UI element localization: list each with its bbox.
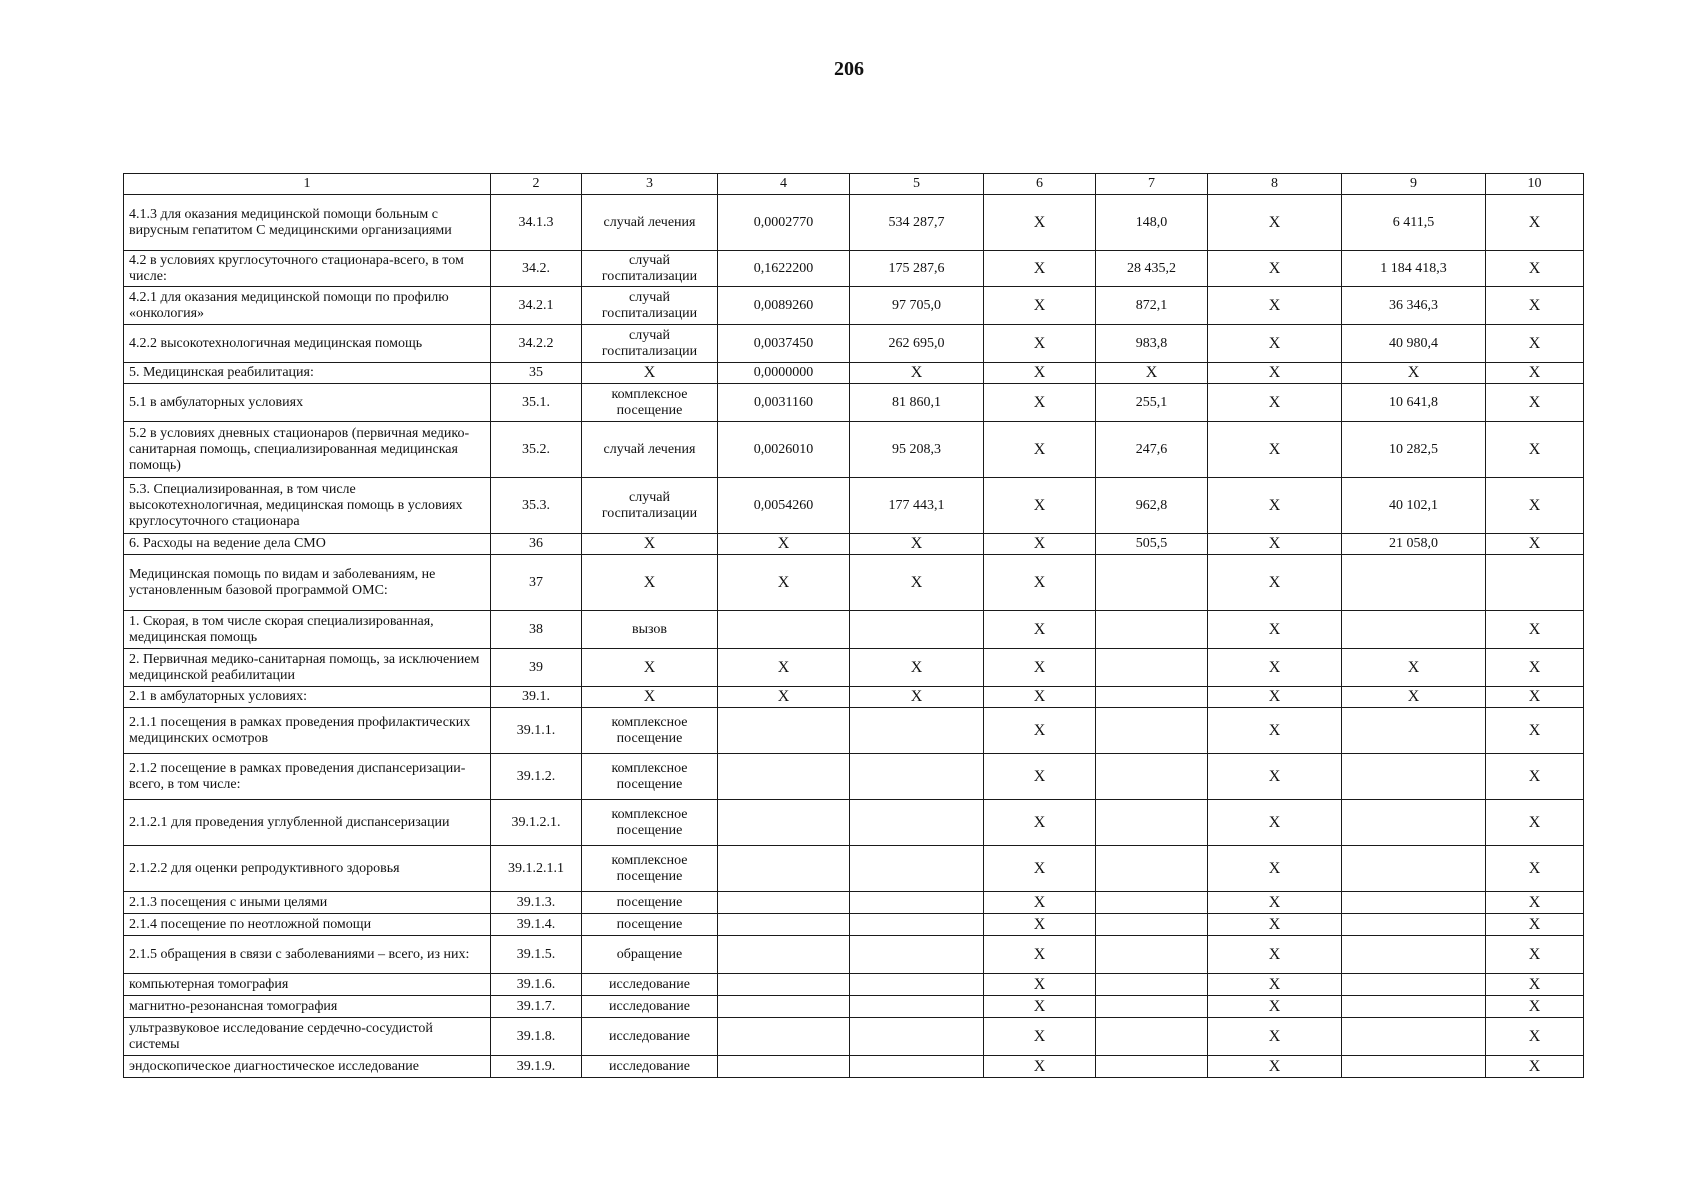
table-cell: X xyxy=(1208,422,1342,478)
table-cell xyxy=(1342,936,1486,974)
table-cell: случай госпитализации xyxy=(582,251,718,287)
table-cell: 39.1.2.1. xyxy=(491,800,582,846)
table-cell xyxy=(718,996,850,1018)
table-cell: 0,0054260 xyxy=(718,478,850,534)
table-cell xyxy=(850,611,984,649)
table-cell: 39.1.9. xyxy=(491,1056,582,1078)
table-cell: 34.2.2 xyxy=(491,325,582,363)
table-cell: X xyxy=(1208,974,1342,996)
table-cell: X xyxy=(1486,708,1584,754)
table-cell: X xyxy=(1208,287,1342,325)
table-cell: X xyxy=(984,363,1096,384)
table-cell: 505,5 xyxy=(1096,534,1208,555)
table-cell: X xyxy=(1486,478,1584,534)
table-cell xyxy=(1096,996,1208,1018)
table-cell: X xyxy=(1486,287,1584,325)
table-cell xyxy=(1342,892,1486,914)
table-cell xyxy=(718,708,850,754)
table-cell xyxy=(850,708,984,754)
table-cell xyxy=(718,846,850,892)
row-name-cell: 5.3. Специализированная, в том числе высокотехнологичная, медицинская помощь в условиях круглосуточного стационара xyxy=(124,478,491,534)
table-cell: 39.1.3. xyxy=(491,892,582,914)
table-cell: 10 641,8 xyxy=(1342,384,1486,422)
table-cell: X xyxy=(718,687,850,708)
table-cell: 39.1.7. xyxy=(491,996,582,1018)
table-cell: 35.2. xyxy=(491,422,582,478)
table-cell: вызов xyxy=(582,611,718,649)
table-cell xyxy=(1096,649,1208,687)
table-row xyxy=(124,384,1584,422)
table-cell: X xyxy=(582,649,718,687)
table-cell: X xyxy=(718,534,850,555)
table-cell: 6 411,5 xyxy=(1342,195,1486,251)
table-cell: комплексное посещение xyxy=(582,800,718,846)
table-cell xyxy=(850,892,984,914)
table-cell: 34.2. xyxy=(491,251,582,287)
table-cell xyxy=(1096,914,1208,936)
table-cell: X xyxy=(1208,996,1342,1018)
table-row xyxy=(124,478,1584,534)
column-header: 1 xyxy=(124,174,491,195)
row-name-cell: 1. Скорая, в том числе скорая специализированная, медицинская помощь xyxy=(124,611,491,649)
table-cell: X xyxy=(1342,687,1486,708)
table-cell: 39.1. xyxy=(491,687,582,708)
table-cell: X xyxy=(850,534,984,555)
table-cell: X xyxy=(984,974,1096,996)
table-cell: X xyxy=(1208,754,1342,800)
table-cell: X xyxy=(582,534,718,555)
table-cell: X xyxy=(1486,1018,1584,1056)
table-cell: X xyxy=(984,325,1096,363)
table-cell: 39.1.8. xyxy=(491,1018,582,1056)
column-header: 5 xyxy=(850,174,984,195)
table-cell xyxy=(718,936,850,974)
row-name-cell: 2.1.2 посещение в рамках проведения диспансеризации-всего, в том числе: xyxy=(124,754,491,800)
table-cell: X xyxy=(718,555,850,611)
table-cell: 38 xyxy=(491,611,582,649)
table-cell: X xyxy=(1208,936,1342,974)
table-cell: X xyxy=(1486,422,1584,478)
table-cell: 35.3. xyxy=(491,478,582,534)
table-cell: исследование xyxy=(582,974,718,996)
table-cell: исследование xyxy=(582,1056,718,1078)
table-cell: 39.1.5. xyxy=(491,936,582,974)
table-cell: 95 208,3 xyxy=(850,422,984,478)
table-cell: X xyxy=(984,611,1096,649)
row-name-cell: 2. Первичная медико-санитарная помощь, за исключением медицинской реабилитации xyxy=(124,649,491,687)
table-row xyxy=(124,846,1584,892)
table-body xyxy=(124,195,1584,1078)
table-cell xyxy=(850,974,984,996)
table-cell: X xyxy=(718,649,850,687)
table-row xyxy=(124,687,1584,708)
table-cell xyxy=(850,754,984,800)
column-header: 4 xyxy=(718,174,850,195)
table-row xyxy=(124,936,1584,974)
column-header: 9 xyxy=(1342,174,1486,195)
table-cell: 0,0000000 xyxy=(718,363,850,384)
table-row xyxy=(124,974,1584,996)
table-cell: комплексное посещение xyxy=(582,384,718,422)
row-name-cell: магнитно-резонансная томография xyxy=(124,996,491,1018)
table-cell: X xyxy=(1208,363,1342,384)
table-cell: 534 287,7 xyxy=(850,195,984,251)
row-name-cell: 2.1.2.2 для оценки репродуктивного здоровья xyxy=(124,846,491,892)
table-cell: 175 287,6 xyxy=(850,251,984,287)
table-cell: X xyxy=(984,422,1096,478)
table-cell xyxy=(1342,914,1486,936)
table-cell: 39.1.2.1.1 xyxy=(491,846,582,892)
table-cell: X xyxy=(984,687,1096,708)
table-cell: 1 184 418,3 xyxy=(1342,251,1486,287)
table-cell xyxy=(718,974,850,996)
table-cell: X xyxy=(582,555,718,611)
table-cell xyxy=(1096,974,1208,996)
table-cell: 97 705,0 xyxy=(850,287,984,325)
table-cell: 0,0002770 xyxy=(718,195,850,251)
table-row xyxy=(124,914,1584,936)
table-cell: X xyxy=(1342,363,1486,384)
table-cell xyxy=(1096,846,1208,892)
table-cell: исследование xyxy=(582,1018,718,1056)
table-row xyxy=(124,649,1584,687)
table-cell: X xyxy=(984,649,1096,687)
table-cell: 177 443,1 xyxy=(850,478,984,534)
table-cell: X xyxy=(1208,649,1342,687)
table-cell: X xyxy=(1486,754,1584,800)
table-cell: 37 xyxy=(491,555,582,611)
data-table xyxy=(123,173,1584,1078)
table-cell: X xyxy=(1208,1056,1342,1078)
table-cell: 39.1.6. xyxy=(491,974,582,996)
table-cell: случай госпитализации xyxy=(582,478,718,534)
table-cell: X xyxy=(984,914,1096,936)
table-cell: X xyxy=(1486,384,1584,422)
table-row xyxy=(124,534,1584,555)
table-cell: 40 102,1 xyxy=(1342,478,1486,534)
table-cell: 36 xyxy=(491,534,582,555)
table-cell: X xyxy=(984,287,1096,325)
table-cell: случай лечения xyxy=(582,195,718,251)
row-name-cell: компьютерная томография xyxy=(124,974,491,996)
row-name-cell: ультразвуковое исследование сердечно-сосудистой системы xyxy=(124,1018,491,1056)
row-name-cell: 2.1.4 посещение по неотложной помощи xyxy=(124,914,491,936)
table-cell xyxy=(1096,754,1208,800)
table-cell: 0,1622200 xyxy=(718,251,850,287)
table-cell: X xyxy=(1486,800,1584,846)
table-cell xyxy=(850,914,984,936)
table-cell xyxy=(718,1018,850,1056)
table-cell: X xyxy=(1486,325,1584,363)
table-cell: X xyxy=(850,649,984,687)
table-cell: 247,6 xyxy=(1096,422,1208,478)
table-cell: X xyxy=(1208,914,1342,936)
row-name-cell: 5.2 в условиях дневных стационаров (первичная медико-санитарная помощь, специализированная медицинская помощь) xyxy=(124,422,491,478)
table-cell xyxy=(1342,611,1486,649)
table-cell: 21 058,0 xyxy=(1342,534,1486,555)
table-cell: X xyxy=(850,687,984,708)
table-cell: X xyxy=(1096,363,1208,384)
table-row xyxy=(124,1056,1584,1078)
table-cell: случай госпитализации xyxy=(582,287,718,325)
table-cell xyxy=(1342,1018,1486,1056)
table-cell: X xyxy=(1486,892,1584,914)
table-cell xyxy=(1342,754,1486,800)
table-cell: 0,0026010 xyxy=(718,422,850,478)
table-cell xyxy=(1096,708,1208,754)
row-name-cell: 2.1.3 посещения с иными целями xyxy=(124,892,491,914)
table-row xyxy=(124,287,1584,325)
column-header: 3 xyxy=(582,174,718,195)
table-cell: посещение xyxy=(582,892,718,914)
table-cell: 28 435,2 xyxy=(1096,251,1208,287)
column-header: 8 xyxy=(1208,174,1342,195)
table-cell xyxy=(718,800,850,846)
row-name-cell: 5.1 в амбулаторных условиях xyxy=(124,384,491,422)
table-row xyxy=(124,195,1584,251)
table-cell: X xyxy=(1208,534,1342,555)
table-cell: X xyxy=(984,846,1096,892)
table-cell: X xyxy=(1486,1056,1584,1078)
table-cell xyxy=(718,611,850,649)
table-row xyxy=(124,800,1584,846)
table-cell: X xyxy=(1208,1018,1342,1056)
row-name-cell: 2.1.1 посещения в рамках проведения профилактических медицинских осмотров xyxy=(124,708,491,754)
table-cell: X xyxy=(1208,384,1342,422)
table-cell: 34.2.1 xyxy=(491,287,582,325)
table-cell: 81 860,1 xyxy=(850,384,984,422)
table-row xyxy=(124,611,1584,649)
row-name-cell: Медицинская помощь по видам и заболеваниям, не установленным базовой программой ОМС: xyxy=(124,555,491,611)
table-cell: комплексное посещение xyxy=(582,846,718,892)
table-cell xyxy=(1342,846,1486,892)
table-cell xyxy=(718,754,850,800)
column-header: 2 xyxy=(491,174,582,195)
table-cell xyxy=(1096,1056,1208,1078)
table-cell: X xyxy=(984,478,1096,534)
table-cell: 35.1. xyxy=(491,384,582,422)
table-cell: X xyxy=(1208,800,1342,846)
table-cell: X xyxy=(984,754,1096,800)
table-cell xyxy=(1342,974,1486,996)
table-cell xyxy=(718,914,850,936)
column-header: 10 xyxy=(1486,174,1584,195)
table-cell: X xyxy=(1208,555,1342,611)
table-cell: X xyxy=(1486,649,1584,687)
table-cell: X xyxy=(1486,936,1584,974)
page-number: 206 xyxy=(834,58,864,80)
row-name-cell: 4.1.3 для оказания медицинской помощи больным с вирусным гепатитом С медицинскими организациями xyxy=(124,195,491,251)
row-name-cell: 2.1.5 обращения в связи с заболеваниями – всего, из них: xyxy=(124,936,491,974)
table-cell: 983,8 xyxy=(1096,325,1208,363)
table-cell: обращение xyxy=(582,936,718,974)
table-cell: X xyxy=(1208,251,1342,287)
table-cell: X xyxy=(1486,687,1584,708)
table-cell xyxy=(1096,892,1208,914)
row-name-cell: 2.1 в амбулаторных условиях: xyxy=(124,687,491,708)
table-cell xyxy=(850,936,984,974)
table-row xyxy=(124,1018,1584,1056)
table-cell: X xyxy=(1342,649,1486,687)
row-name-cell: 2.1.2.1 для проведения углубленной диспансеризации xyxy=(124,800,491,846)
table-cell: 36 346,3 xyxy=(1342,287,1486,325)
table-cell: 962,8 xyxy=(1096,478,1208,534)
table-cell xyxy=(850,1056,984,1078)
table-cell: 39.1.4. xyxy=(491,914,582,936)
table-cell: комплексное посещение xyxy=(582,708,718,754)
table-cell: X xyxy=(1208,611,1342,649)
table-row xyxy=(124,555,1584,611)
table-cell: 10 282,5 xyxy=(1342,422,1486,478)
table-cell xyxy=(1096,936,1208,974)
table-cell: посещение xyxy=(582,914,718,936)
table-cell: X xyxy=(1208,687,1342,708)
table-cell xyxy=(850,996,984,1018)
table-cell xyxy=(850,1018,984,1056)
table-row xyxy=(124,422,1584,478)
table-cell: 39.1.2. xyxy=(491,754,582,800)
table-cell xyxy=(1096,555,1208,611)
table-row xyxy=(124,754,1584,800)
row-name-cell: эндоскопическое диагностическое исследование xyxy=(124,1056,491,1078)
header-row xyxy=(124,174,1584,195)
table-cell: X xyxy=(984,534,1096,555)
row-name-cell: 5. Медицинская реабилитация: xyxy=(124,363,491,384)
table-cell: X xyxy=(984,1056,1096,1078)
table-cell: X xyxy=(1208,195,1342,251)
table-cell xyxy=(1096,687,1208,708)
table-cell: X xyxy=(984,555,1096,611)
table-cell xyxy=(1342,800,1486,846)
table-cell: 34.1.3 xyxy=(491,195,582,251)
table-cell: X xyxy=(984,892,1096,914)
table-cell: X xyxy=(1486,846,1584,892)
table-cell: 262 695,0 xyxy=(850,325,984,363)
table-cell: X xyxy=(1486,251,1584,287)
table-cell: X xyxy=(1486,974,1584,996)
table-cell: X xyxy=(984,996,1096,1018)
table-cell: X xyxy=(1486,363,1584,384)
table-cell: 255,1 xyxy=(1096,384,1208,422)
table-cell: X xyxy=(984,384,1096,422)
table-cell xyxy=(1342,555,1486,611)
table-cell: 35 xyxy=(491,363,582,384)
table-cell xyxy=(1342,1056,1486,1078)
column-header: 6 xyxy=(984,174,1096,195)
table-cell xyxy=(1342,708,1486,754)
table-cell: X xyxy=(984,251,1096,287)
column-header: 7 xyxy=(1096,174,1208,195)
table-cell: X xyxy=(1208,708,1342,754)
table-cell: случай госпитализации xyxy=(582,325,718,363)
row-name-cell: 4.2 в условиях круглосуточного стационара-всего, в том числе: xyxy=(124,251,491,287)
table-cell xyxy=(1342,996,1486,1018)
table-cell xyxy=(1486,555,1584,611)
table-cell: X xyxy=(984,936,1096,974)
table-cell: X xyxy=(582,363,718,384)
table-cell: X xyxy=(1486,534,1584,555)
table-cell: случай лечения xyxy=(582,422,718,478)
table-cell: исследование xyxy=(582,996,718,1018)
table-row xyxy=(124,325,1584,363)
row-name-cell: 4.2.2 высокотехнологичная медицинская помощь xyxy=(124,325,491,363)
row-name-cell: 4.2.1 для оказания медицинской помощи по профилю «онкология» xyxy=(124,287,491,325)
table-cell: X xyxy=(1208,325,1342,363)
table-cell: X xyxy=(1208,846,1342,892)
table-cell xyxy=(1096,611,1208,649)
table-cell: X xyxy=(1486,914,1584,936)
row-name-cell: 6. Расходы на ведение дела СМО xyxy=(124,534,491,555)
table-cell xyxy=(850,846,984,892)
table-cell: 148,0 xyxy=(1096,195,1208,251)
table-cell: X xyxy=(984,800,1096,846)
table-row xyxy=(124,996,1584,1018)
table-cell: X xyxy=(1208,478,1342,534)
table-cell xyxy=(718,892,850,914)
table-cell: X xyxy=(984,708,1096,754)
table-cell: X xyxy=(582,687,718,708)
table-cell: X xyxy=(1208,892,1342,914)
table-cell: 39.1.1. xyxy=(491,708,582,754)
table-cell xyxy=(1096,800,1208,846)
table-cell: X xyxy=(850,555,984,611)
table-cell: комплексное посещение xyxy=(582,754,718,800)
table-row xyxy=(124,363,1584,384)
table-cell: X xyxy=(1486,611,1584,649)
table-cell xyxy=(850,800,984,846)
table-cell: X xyxy=(984,195,1096,251)
table-cell: 0,0037450 xyxy=(718,325,850,363)
table-row xyxy=(124,251,1584,287)
table-cell: 0,0031160 xyxy=(718,384,850,422)
table-row xyxy=(124,892,1584,914)
table-cell: X xyxy=(1486,996,1584,1018)
table-row xyxy=(124,708,1584,754)
table-cell: X xyxy=(1486,195,1584,251)
table-cell: 40 980,4 xyxy=(1342,325,1486,363)
table-cell: X xyxy=(850,363,984,384)
table-cell: X xyxy=(984,1018,1096,1056)
table-cell: 0,0089260 xyxy=(718,287,850,325)
table-cell xyxy=(718,1056,850,1078)
table-cell xyxy=(1096,1018,1208,1056)
table-cell: 39 xyxy=(491,649,582,687)
table-cell: 872,1 xyxy=(1096,287,1208,325)
